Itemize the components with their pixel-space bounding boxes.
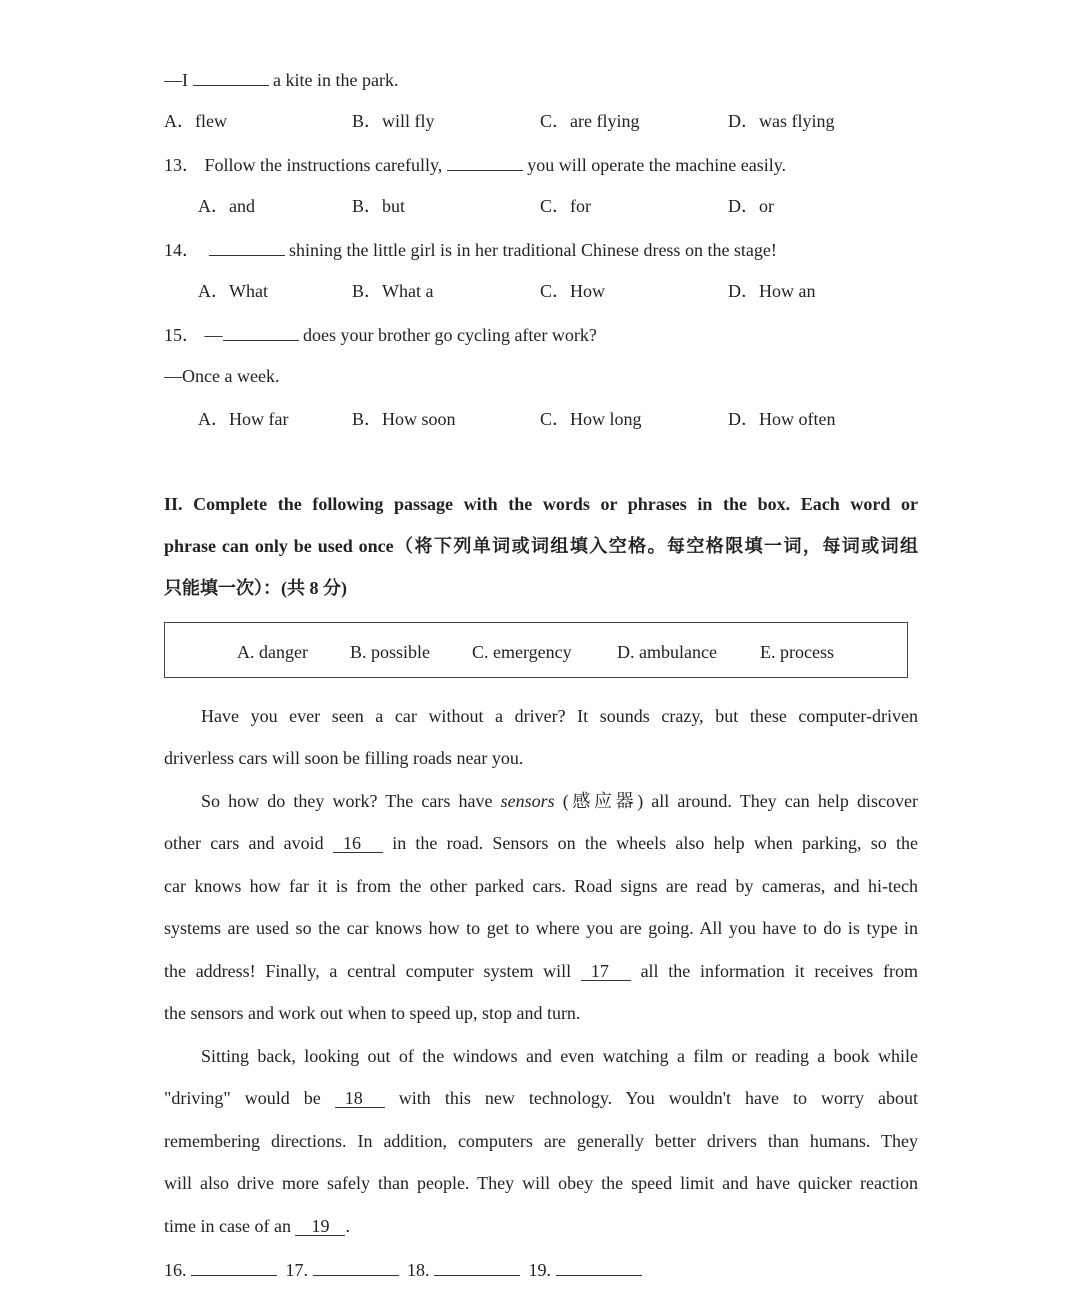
q14-line <box>164 237 777 261</box>
q13-option-c[interactable]: C．for <box>540 196 591 216</box>
q15-option-a[interactable]: A．How far <box>198 409 289 429</box>
p2-l1-sensors: sensors <box>500 791 555 811</box>
passage-p2-line2 <box>164 832 918 854</box>
section2-heading-line1: II. Complete the following passage with the words or phrases in the box. Each word or <box>164 494 918 514</box>
answer-label-19: 19. <box>528 1260 551 1280</box>
passage-p2-line3: car knows how far it is from the other parked cars. Road signs are read by cameras, and hi-tech <box>164 876 918 896</box>
blank-17[interactable]: 17 <box>581 962 631 981</box>
q12-line <box>164 67 398 91</box>
answer-line <box>164 1257 642 1281</box>
blank-16[interactable]: 16 <box>333 834 383 853</box>
q15-post: does your brother go cycling after work? <box>303 325 597 345</box>
answer-blank-18[interactable] <box>434 1257 520 1276</box>
q13-blank[interactable] <box>447 152 523 171</box>
q14-option-a[interactable]: A．What <box>198 281 268 301</box>
word-box-item-process: E. process <box>760 642 834 662</box>
blank-19[interactable]: 19 <box>295 1217 345 1236</box>
passage-p1-line2: driverless cars will soon be filling roads near you. <box>164 748 524 768</box>
q12-option-b[interactable]: B．will fly <box>352 111 435 131</box>
answer-blank-19[interactable] <box>556 1257 642 1276</box>
word-box <box>164 622 908 678</box>
word-box-item-emergency: C. emergency <box>472 642 572 662</box>
q15-option-c[interactable]: C．How long <box>540 409 642 429</box>
passage-p3-line3: remembering directions. In addition, computers are generally better drivers than humans. They <box>164 1131 918 1151</box>
section2-heading-line2 <box>164 535 918 557</box>
q12-post: a kite in the park. <box>273 70 399 90</box>
word-box-item-danger: A. danger <box>237 642 308 662</box>
word-box-item-ambulance: D. ambulance <box>617 642 717 662</box>
passage-p2-line5 <box>164 960 918 982</box>
p3-l5-a: time in case of an <box>164 1216 291 1236</box>
word-box-item-possible: B. possible <box>350 642 431 662</box>
answer-label-17: 17. <box>285 1260 308 1280</box>
q15-answer: —Once a week. <box>164 366 280 386</box>
q15-option-d[interactable]: D．How often <box>728 409 836 429</box>
q15-blank[interactable] <box>223 322 299 341</box>
q12-pre: —I <box>164 70 188 90</box>
p3-l2-b: with this new technology. You wouldn't have to worry about <box>398 1088 919 1108</box>
q13-option-d[interactable]: D．or <box>728 196 774 216</box>
p3-l2-a: "driving" would be <box>164 1088 321 1108</box>
passage-p1-line1: Have you ever seen a car without a driver? It sounds crazy, but these computer-driven <box>201 706 918 726</box>
p2-l5-a: the address! Finally, a central computer system will <box>164 961 572 981</box>
blank-18[interactable]: 18 <box>335 1089 385 1108</box>
q13-pre: Follow the instructions carefully, <box>204 155 443 175</box>
section2-heading-line3: 只能填一次）：(共 8 分) <box>164 578 347 598</box>
q12-option-c[interactable]: C．are flying <box>540 111 640 131</box>
passage-p3-line2 <box>164 1087 918 1109</box>
passage-p2-line1 <box>201 790 918 812</box>
p2-l5-b: all the information it receives from <box>640 961 918 981</box>
q15-option-b[interactable]: B．How soon <box>352 409 456 429</box>
q13-line <box>164 152 786 176</box>
q12-blank[interactable] <box>193 67 269 86</box>
q15-dash: — <box>204 325 223 345</box>
q13-number: 13． <box>164 155 200 175</box>
p2-l2-a: other cars and avoid <box>164 833 324 853</box>
q14-option-c[interactable]: C．How <box>540 281 606 301</box>
q14-number: 14． <box>164 240 200 260</box>
q14-option-b[interactable]: B．What a <box>352 281 434 301</box>
q13-post: you will operate the machine easily. <box>527 155 787 175</box>
answer-label-18: 18. <box>407 1260 430 1280</box>
p3-l5-b: . <box>345 1216 350 1236</box>
q13-option-b[interactable]: B．but <box>352 196 406 216</box>
answer-blank-17[interactable] <box>313 1257 399 1276</box>
passage-p2-line6: the sensors and work out when to speed up, stop and turn. <box>164 1003 581 1023</box>
q14-option-d[interactable]: D．How an <box>728 281 816 301</box>
p2-l1-b: (感应器) all around. They can help discover <box>562 791 918 811</box>
answer-blank-16[interactable] <box>191 1257 277 1276</box>
q12-option-d[interactable]: D．was flying <box>728 111 835 131</box>
passage-p3-line4: will also drive more safely than people. They will obey the speed limit and have quicker reaction <box>164 1173 918 1193</box>
q13-option-a[interactable]: A．and <box>198 196 255 216</box>
answer-label-16: 16. <box>164 1260 187 1280</box>
section2-heading-en: phrase can only be used once <box>164 536 394 556</box>
passage-p3-line1: Sitting back, looking out of the windows and even watching a film or reading a book while <box>201 1046 918 1066</box>
q14-post: shining the little girl is in her traditional Chinese dress on the stage! <box>289 240 777 260</box>
q12-option-a[interactable]: A．flew <box>164 111 227 131</box>
passage-p3-line5 <box>164 1215 350 1237</box>
q14-blank[interactable] <box>209 237 285 256</box>
q15-number: 15． <box>164 325 200 345</box>
p2-l1-a: So how do they work? The cars have <box>201 791 493 811</box>
q15-line <box>164 322 597 346</box>
section2-heading-cn: （将下列单词或词组填入空格。每空格限填一词，每词或词组 <box>393 536 919 556</box>
passage-p2-line4: systems are used so the car knows how to get to where you are going. All you have to do is type in <box>164 918 918 938</box>
p2-l2-b: in the road. Sensors on the wheels also help when parking, so the <box>392 833 919 853</box>
